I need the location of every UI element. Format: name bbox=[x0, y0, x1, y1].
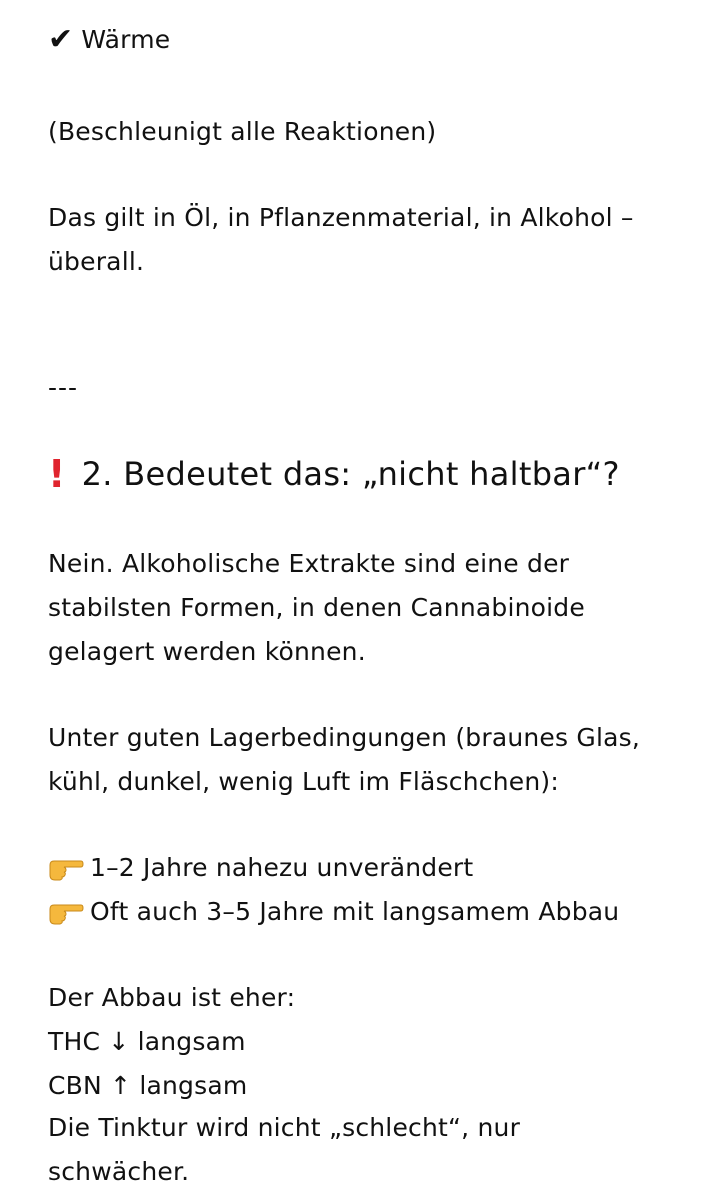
warmth-label: Wärme bbox=[81, 25, 171, 54]
bullet-item-2 bbox=[48, 896, 619, 928]
cbn-line: CBN ↑ langsam bbox=[48, 1071, 248, 1100]
check-mark-icon: ✔ bbox=[48, 22, 74, 57]
decay-intro: Der Abbau ist eher: bbox=[48, 983, 296, 1012]
heading-text: 2. Bedeutet das: „nicht haltbar“? bbox=[81, 455, 620, 493]
warmth-item bbox=[48, 24, 170, 56]
storage-line-2: kühl, dunkel, wenig Luft im Fläschchen): bbox=[48, 767, 559, 796]
storage-line-1: Unter guten Lagerbedingungen (braunes Glas, bbox=[48, 723, 640, 752]
warmth-note: (Beschleunigt alle Reaktionen) bbox=[48, 117, 437, 146]
bullet-item-1 bbox=[48, 852, 473, 884]
pointing-hand-icon bbox=[48, 899, 84, 925]
tincture-line-2: schwächer. bbox=[48, 1157, 190, 1186]
section-heading bbox=[48, 454, 620, 494]
pointing-hand-icon bbox=[48, 855, 84, 881]
everywhere-line-1: Das gilt in Öl, in Pflanzenmaterial, in Alkohol – bbox=[48, 203, 634, 232]
bullet-text-2: Oft auch 3–5 Jahre mit langsamem Abbau bbox=[90, 897, 620, 926]
answer-line-1: Nein. Alkoholische Extrakte sind eine der bbox=[48, 549, 570, 578]
red-exclamation-icon: ! bbox=[48, 452, 66, 496]
thc-line: THC ↓ langsam bbox=[48, 1027, 246, 1056]
separator: --- bbox=[48, 373, 79, 402]
tincture-line-1: Die Tinktur wird nicht „schlecht“, nur bbox=[48, 1113, 521, 1142]
answer-line-2: stabilsten Formen, in denen Cannabinoide bbox=[48, 593, 585, 622]
answer-line-3: gelagert werden können. bbox=[48, 637, 366, 666]
everywhere-line-2: überall. bbox=[48, 247, 145, 276]
bullet-text-1: 1–2 Jahre nahezu unverändert bbox=[90, 853, 474, 882]
